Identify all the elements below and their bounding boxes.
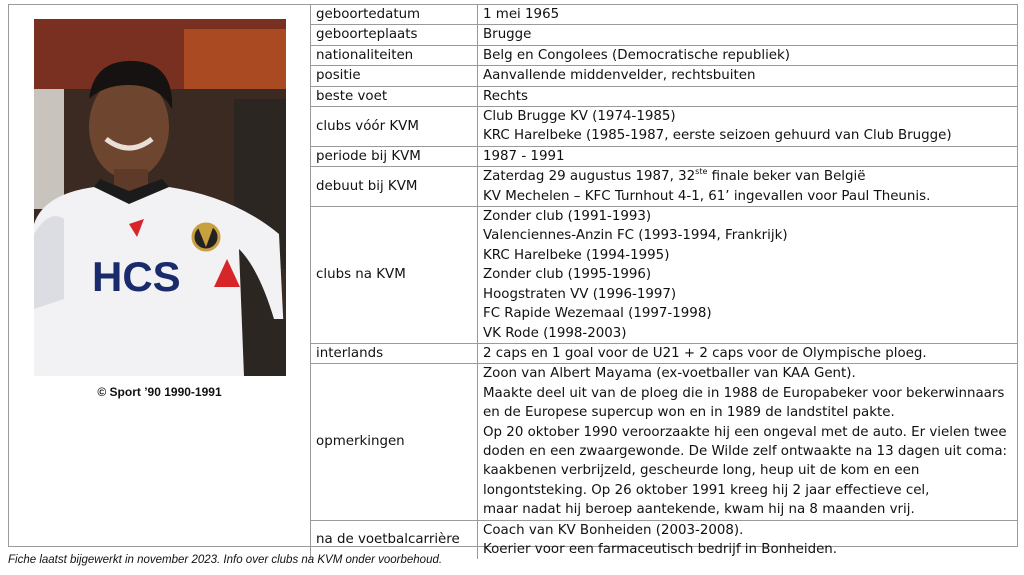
row-value: Rechts bbox=[478, 86, 1019, 106]
value-line: kaakbenen verbrijzeld, gescheurde long, heup uit de kom en een bbox=[483, 463, 920, 479]
row-label: geboorteplaats bbox=[311, 25, 478, 45]
photo-column bbox=[9, 5, 311, 546]
row-value bbox=[478, 107, 1019, 147]
row-value bbox=[478, 520, 1019, 559]
row-label: periode bij KVM bbox=[311, 146, 478, 166]
row-label: interlands bbox=[311, 343, 478, 363]
row-label: positie bbox=[311, 66, 478, 86]
row-label: debuut bij KVM bbox=[311, 167, 478, 207]
row-label: clubs vóór KVM bbox=[311, 107, 478, 147]
table-row bbox=[311, 86, 1019, 106]
row-label: nationaliteiten bbox=[311, 45, 478, 65]
value-line: Club Brugge KV (1974-1985) bbox=[483, 109, 676, 125]
value-line: doden en een zwaargewonde. De Wilde zelf ontwaakte na 13 dagen uit coma: bbox=[483, 443, 1008, 459]
table-row bbox=[311, 107, 1019, 147]
row-value: 2 caps en 1 goal voor de U21 + 2 caps voor de Olympische ploeg. bbox=[478, 343, 1019, 363]
value-line: VK Rode (1998-2003) bbox=[483, 325, 627, 341]
row-value: Belg en Congolees (Democratische republiek) bbox=[478, 45, 1019, 65]
row-value: Brugge bbox=[478, 25, 1019, 45]
value-line: en de Europese supercup won en in 1989 de landstitel pakte. bbox=[483, 405, 895, 421]
info-table bbox=[310, 5, 1018, 559]
table-row bbox=[311, 146, 1019, 166]
row-label: na de voetbalcarrière bbox=[311, 520, 478, 559]
value-line: Zoon van Albert Mayama (ex-voetballer van KAA Gent). bbox=[483, 366, 856, 382]
value-line: Maakte deel uit van de ploeg die in 1988 de Europabeker voor bekerwinnaars bbox=[483, 385, 1005, 401]
row-label: clubs na KVM bbox=[311, 207, 478, 344]
value-line: KV Mechelen – KFC Turnhout 4-1, 61’ ingevallen voor Paul Theunis. bbox=[483, 188, 931, 204]
row-value bbox=[478, 364, 1019, 520]
photo-caption: © Sport ’90 1990-1991 bbox=[97, 385, 222, 399]
row-label: geboortedatum bbox=[311, 5, 478, 25]
player-photo bbox=[34, 19, 286, 376]
player-photo-illustration bbox=[34, 19, 286, 376]
row-value bbox=[478, 167, 1019, 207]
value-line: Coach van KV Bonheiden (2003-2008). bbox=[483, 522, 744, 538]
value-line: Valenciennes-Anzin FC (1993-1994, Frankrijk) bbox=[483, 228, 788, 244]
row-value: 1 mei 1965 bbox=[478, 5, 1019, 25]
value-line: FC Rapide Wezemaal (1997-1998) bbox=[483, 306, 712, 322]
table-row bbox=[311, 167, 1019, 207]
player-fiche bbox=[8, 4, 1018, 557]
table-row bbox=[311, 207, 1019, 344]
value-line: longontsteking. Op 26 oktober 1991 kreeg hij 2 jaar effectieve cel, bbox=[483, 482, 930, 498]
footnote: Fiche laatst bijgewerkt in november 2023. Info over clubs na KVM onder voorbehoud. bbox=[8, 554, 443, 566]
shirt-sponsor-text: HCS bbox=[92, 253, 181, 300]
table-row bbox=[311, 5, 1019, 25]
table-row bbox=[311, 364, 1019, 520]
table-row bbox=[311, 66, 1019, 86]
table-row bbox=[311, 25, 1019, 45]
value-line: KRC Harelbeke (1994-1995) bbox=[483, 247, 670, 263]
row-label: opmerkingen bbox=[311, 364, 478, 520]
value-line: Op 20 oktober 1990 veroorzaakte hij een ongeval met de auto. Er vielen twee bbox=[483, 424, 1007, 440]
value-line: Zonder club (1991-1993) bbox=[483, 209, 652, 225]
debut-ordinal-suffix: ste bbox=[695, 167, 708, 177]
row-value: 1987 - 1991 bbox=[478, 146, 1019, 166]
value-line: Koerier voor een farmaceutisch bedrijf in Bonheiden. bbox=[483, 541, 838, 557]
value-line bbox=[483, 167, 1013, 186]
value-line: maar nadat hij beroep aantekende, kwam hij na 8 maanden vrij. bbox=[483, 502, 915, 518]
row-value: Aanvallende middenvelder, rechtsbuiten bbox=[478, 66, 1019, 86]
value-line: Hoogstraten VV (1996-1997) bbox=[483, 286, 677, 302]
row-label: beste voet bbox=[311, 86, 478, 106]
debut-text-cont: finale beker van België bbox=[707, 169, 866, 185]
value-line: Zonder club (1995-1996) bbox=[483, 267, 652, 283]
row-value bbox=[478, 207, 1019, 344]
value-line: KRC Harelbeke (1985-1987, eerste seizoen gehuurd van Club Brugge) bbox=[483, 128, 952, 144]
table-row bbox=[311, 45, 1019, 65]
table-row bbox=[311, 343, 1019, 363]
debut-text: Zaterdag 29 augustus 1987, 32 bbox=[483, 169, 696, 185]
